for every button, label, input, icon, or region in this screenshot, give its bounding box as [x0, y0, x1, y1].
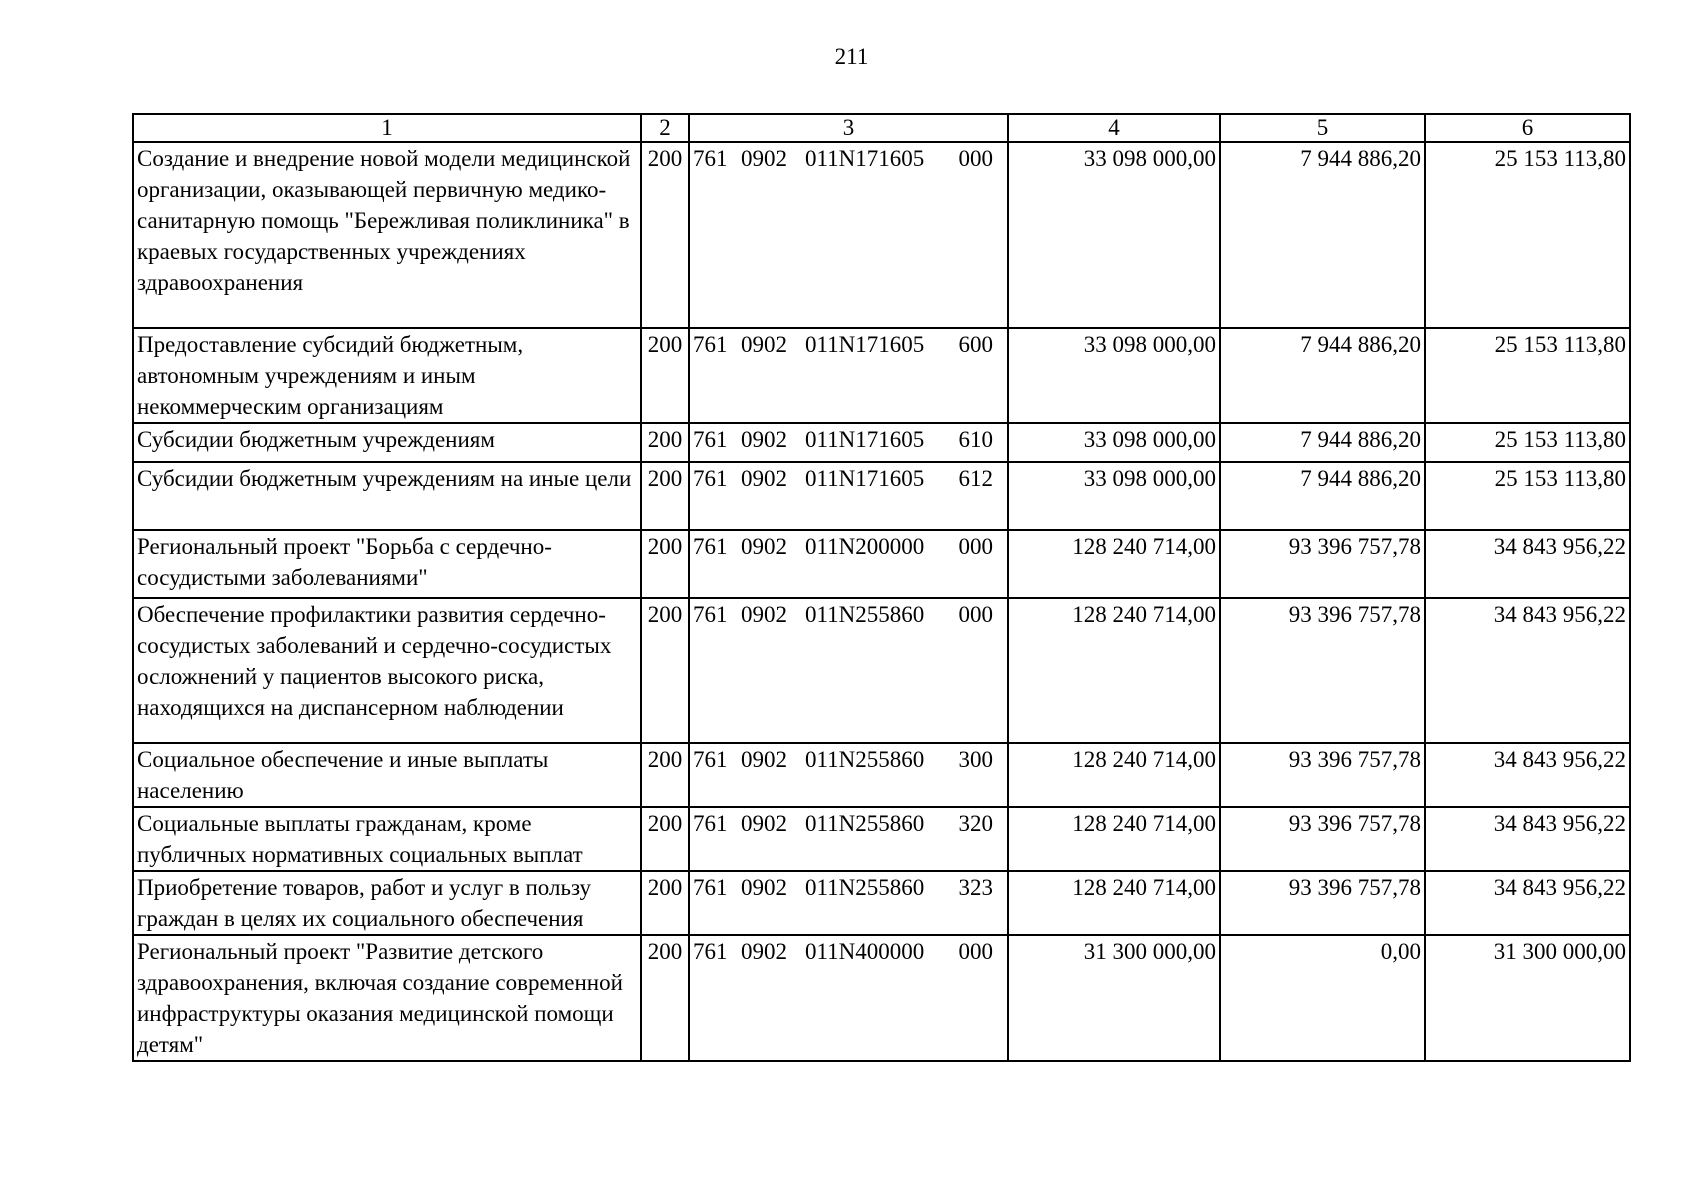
row-amount-col6: 25 153 113,80 [1425, 328, 1630, 423]
row-section-code: 0902 [741, 146, 787, 171]
row-name: Создание и внедрение новой модели медицинской организации, оказывающей первичную медико-санитарную помощь "Бережливая поликлиника" в краевых государственных учреждениях здравоохранения [133, 142, 641, 328]
row-section-code: 0902 [741, 875, 787, 900]
table-row [133, 142, 1630, 328]
row-amount-col4: 128 240 714,00 [1008, 598, 1220, 743]
row-target-code: 011N171605 [805, 427, 925, 452]
row-amount-col4: 33 098 000,00 [1008, 142, 1220, 328]
row-amount-col5: 7 944 886,20 [1220, 423, 1425, 462]
row-admin-code: 200 [641, 743, 689, 807]
row-ved-code: 761 [693, 939, 728, 964]
row-expense-type-code: 612 [958, 466, 993, 491]
row-amount-col4: 33 098 000,00 [1008, 423, 1220, 462]
row-amount-col4: 31 300 000,00 [1008, 935, 1220, 1061]
row-section-code: 0902 [741, 466, 787, 491]
row-section-code: 0902 [741, 811, 787, 836]
row-amount-col5: 93 396 757,78 [1220, 807, 1425, 871]
row-ved-code: 761 [693, 875, 728, 900]
row-target-code: 011N255860 [805, 747, 925, 772]
header-cell: 1 [133, 114, 641, 142]
row-admin-code: 200 [641, 935, 689, 1061]
row-admin-code: 200 [641, 598, 689, 743]
row-target-code: 011N255860 [805, 811, 925, 836]
row-ved-code: 761 [693, 466, 728, 491]
row-expense-type-code: 610 [958, 427, 993, 452]
table-row [133, 530, 1630, 598]
row-admin-code: 200 [641, 462, 689, 530]
row-amount-col5: 93 396 757,78 [1220, 530, 1425, 598]
row-amount-col6: 34 843 956,22 [1425, 807, 1630, 871]
row-amount-col4: 33 098 000,00 [1008, 328, 1220, 423]
table-row [133, 743, 1630, 807]
row-classification-code [689, 530, 1008, 598]
row-ved-code: 761 [693, 602, 728, 627]
row-name: Предоставление субсидий бюджетным, автономным учреждениям и иным некоммерческим организациям [133, 328, 641, 423]
table-row [133, 423, 1630, 462]
row-classification-code [689, 935, 1008, 1061]
row-amount-col5: 7 944 886,20 [1220, 142, 1425, 328]
row-ved-code: 761 [693, 332, 728, 357]
row-section-code: 0902 [741, 332, 787, 357]
table-row [133, 462, 1630, 530]
row-amount-col4: 128 240 714,00 [1008, 743, 1220, 807]
row-classification-code [689, 871, 1008, 935]
row-expense-type-code: 600 [958, 332, 993, 357]
row-target-code: 011N200000 [805, 534, 925, 559]
row-amount-col4: 128 240 714,00 [1008, 871, 1220, 935]
row-amount-col6: 34 843 956,22 [1425, 871, 1630, 935]
row-amount-col5: 0,00 [1220, 935, 1425, 1061]
row-admin-code: 200 [641, 328, 689, 423]
table-row [133, 871, 1630, 935]
row-name: Приобретение товаров, работ и услуг в пользу граждан в целях их социального обеспечения [133, 871, 641, 935]
table-row [133, 598, 1630, 743]
row-target-code: 011N171605 [805, 466, 925, 491]
header-cell: 2 [641, 114, 689, 142]
header-cell: 6 [1425, 114, 1630, 142]
row-ved-code: 761 [693, 811, 728, 836]
row-expense-type-code: 000 [958, 534, 993, 559]
row-classification-code [689, 807, 1008, 871]
row-amount-col6: 34 843 956,22 [1425, 743, 1630, 807]
row-amount-col5: 7 944 886,20 [1220, 328, 1425, 423]
row-amount-col6: 34 843 956,22 [1425, 598, 1630, 743]
row-ved-code: 761 [693, 427, 728, 452]
row-expense-type-code: 000 [958, 939, 993, 964]
row-amount-col6: 25 153 113,80 [1425, 462, 1630, 530]
row-section-code: 0902 [741, 602, 787, 627]
row-target-code: 011N171605 [805, 332, 925, 357]
table-row [133, 807, 1630, 871]
budget-table [132, 113, 1631, 1062]
row-section-code: 0902 [741, 534, 787, 559]
row-expense-type-code: 320 [958, 811, 993, 836]
row-section-code: 0902 [741, 939, 787, 964]
row-admin-code: 200 [641, 530, 689, 598]
row-target-code: 011N255860 [805, 875, 925, 900]
row-classification-code [689, 598, 1008, 743]
row-name: Субсидии бюджетным учреждениям [133, 423, 641, 462]
row-amount-col4: 33 098 000,00 [1008, 462, 1220, 530]
row-target-code: 011N255860 [805, 602, 925, 627]
row-admin-code: 200 [641, 807, 689, 871]
row-expense-type-code: 000 [958, 602, 993, 627]
row-amount-col4: 128 240 714,00 [1008, 807, 1220, 871]
row-name: Социальные выплаты гражданам, кроме публичных нормативных социальных выплат [133, 807, 641, 871]
header-cell: 4 [1008, 114, 1220, 142]
row-amount-col6: 25 153 113,80 [1425, 142, 1630, 328]
row-expense-type-code: 000 [958, 146, 993, 171]
row-name: Региональный проект "Борьба с сердечно-сосудистыми заболеваниями" [133, 530, 641, 598]
table-row [133, 935, 1630, 1061]
row-classification-code [689, 423, 1008, 462]
row-amount-col5: 93 396 757,78 [1220, 598, 1425, 743]
table-header-row [133, 114, 1630, 142]
row-name: Социальное обеспечение и иные выплаты населению [133, 743, 641, 807]
table-row [133, 328, 1630, 423]
row-amount-col5: 93 396 757,78 [1220, 871, 1425, 935]
row-amount-col6: 31 300 000,00 [1425, 935, 1630, 1061]
row-name: Региональный проект "Развитие детского здравоохранения, включая создание современной инфраструктуры оказания медицинской помощи детям" [133, 935, 641, 1061]
header-cell: 5 [1220, 114, 1425, 142]
row-admin-code: 200 [641, 142, 689, 328]
row-classification-code [689, 462, 1008, 530]
row-admin-code: 200 [641, 423, 689, 462]
row-admin-code: 200 [641, 871, 689, 935]
row-amount-col6: 34 843 956,22 [1425, 530, 1630, 598]
row-amount-col4: 128 240 714,00 [1008, 530, 1220, 598]
row-target-code: 011N400000 [805, 939, 925, 964]
page-number: 211 [834, 44, 869, 69]
row-section-code: 0902 [741, 427, 787, 452]
row-classification-code [689, 743, 1008, 807]
row-classification-code [689, 328, 1008, 423]
row-ved-code: 761 [693, 534, 728, 559]
row-expense-type-code: 300 [958, 747, 993, 772]
row-amount-col6: 25 153 113,80 [1425, 423, 1630, 462]
row-amount-col5: 93 396 757,78 [1220, 743, 1425, 807]
row-expense-type-code: 323 [958, 875, 993, 900]
row-target-code: 011N171605 [805, 146, 925, 171]
row-classification-code [689, 142, 1008, 328]
row-section-code: 0902 [741, 747, 787, 772]
row-amount-col5: 7 944 886,20 [1220, 462, 1425, 530]
header-cell: 3 [689, 114, 1008, 142]
row-ved-code: 761 [693, 146, 728, 171]
row-ved-code: 761 [693, 747, 728, 772]
row-name: Субсидии бюджетным учреждениям на иные цели [133, 462, 641, 530]
row-name: Обеспечение профилактики развития сердечно-сосудистых заболеваний и сердечно-сосудистых осложнений у пациентов высокого риска, находящихся на диспансерном наблюдении [133, 598, 641, 743]
